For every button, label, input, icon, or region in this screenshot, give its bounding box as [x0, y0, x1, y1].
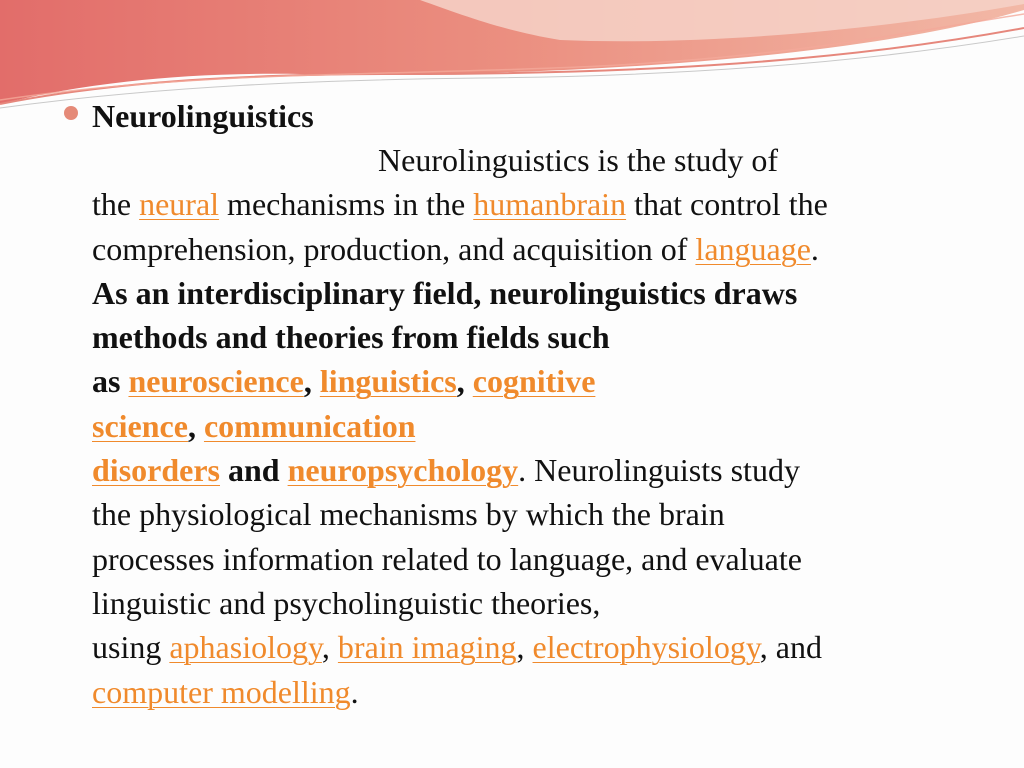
- link-humanbrain[interactable]: humanbrain: [473, 186, 627, 223]
- link-neuropsychology[interactable]: neuropsychology: [287, 452, 519, 489]
- text-run: the physiological mechanisms by which the brain: [92, 496, 725, 533]
- text-run: comprehension, production, and acquisition of: [92, 230, 696, 267]
- slide-content: [60, 94, 960, 714]
- text-run: using: [92, 629, 170, 666]
- bold-text-run: ,: [303, 363, 320, 400]
- link-language[interactable]: language: [695, 230, 811, 267]
- bold-text-run: methods and theories from fields such: [92, 319, 610, 356]
- text-run: Neurolinguistics is the study of: [378, 142, 778, 178]
- text-run: processes information related to language, and evaluate: [92, 540, 802, 577]
- text-run: , and: [759, 629, 822, 666]
- bold-text-run: ,: [456, 363, 473, 400]
- text-run: .: [810, 230, 819, 267]
- link-electrophysiology[interactable]: electrophysiology: [532, 629, 760, 666]
- body-paragraph: [60, 138, 960, 714]
- link-communication-disorders[interactable]: disorders: [92, 452, 220, 489]
- link-brain-imaging[interactable]: brain imaging: [337, 629, 517, 666]
- bold-text-run: As an interdisciplinary field, neurolinguistics draws: [92, 274, 798, 311]
- link-cognitive-science[interactable]: science: [92, 407, 188, 444]
- link-communication-disorders[interactable]: communication: [203, 407, 416, 444]
- link-linguistics[interactable]: linguistics: [319, 363, 457, 400]
- link-cognitive-science[interactable]: cognitive: [472, 363, 596, 400]
- text-run: that control the: [626, 186, 828, 223]
- text-run: ,: [516, 629, 533, 666]
- bullet-heading: Neurolinguistics: [92, 98, 314, 134]
- bold-text-run: as: [92, 363, 129, 400]
- link-aphasiology[interactable]: aphasiology: [169, 629, 322, 666]
- text-run: .: [350, 673, 359, 710]
- link-computer-modelling[interactable]: computer modelling: [92, 673, 351, 710]
- text-run: linguistic and psycholinguistic theories,: [92, 584, 601, 621]
- text-run: the: [92, 186, 140, 223]
- text-run: mechanisms in the: [219, 186, 474, 223]
- bullet-item: [60, 94, 960, 138]
- link-neuroscience[interactable]: neuroscience: [128, 363, 304, 400]
- text-run: . Neurolinguists study: [518, 452, 800, 489]
- bold-text-run: and: [220, 452, 288, 489]
- link-neural[interactable]: neural: [139, 186, 220, 223]
- bullet-dot-icon: [64, 106, 78, 120]
- bold-text-run: ,: [187, 407, 204, 444]
- text-run: ,: [321, 629, 338, 666]
